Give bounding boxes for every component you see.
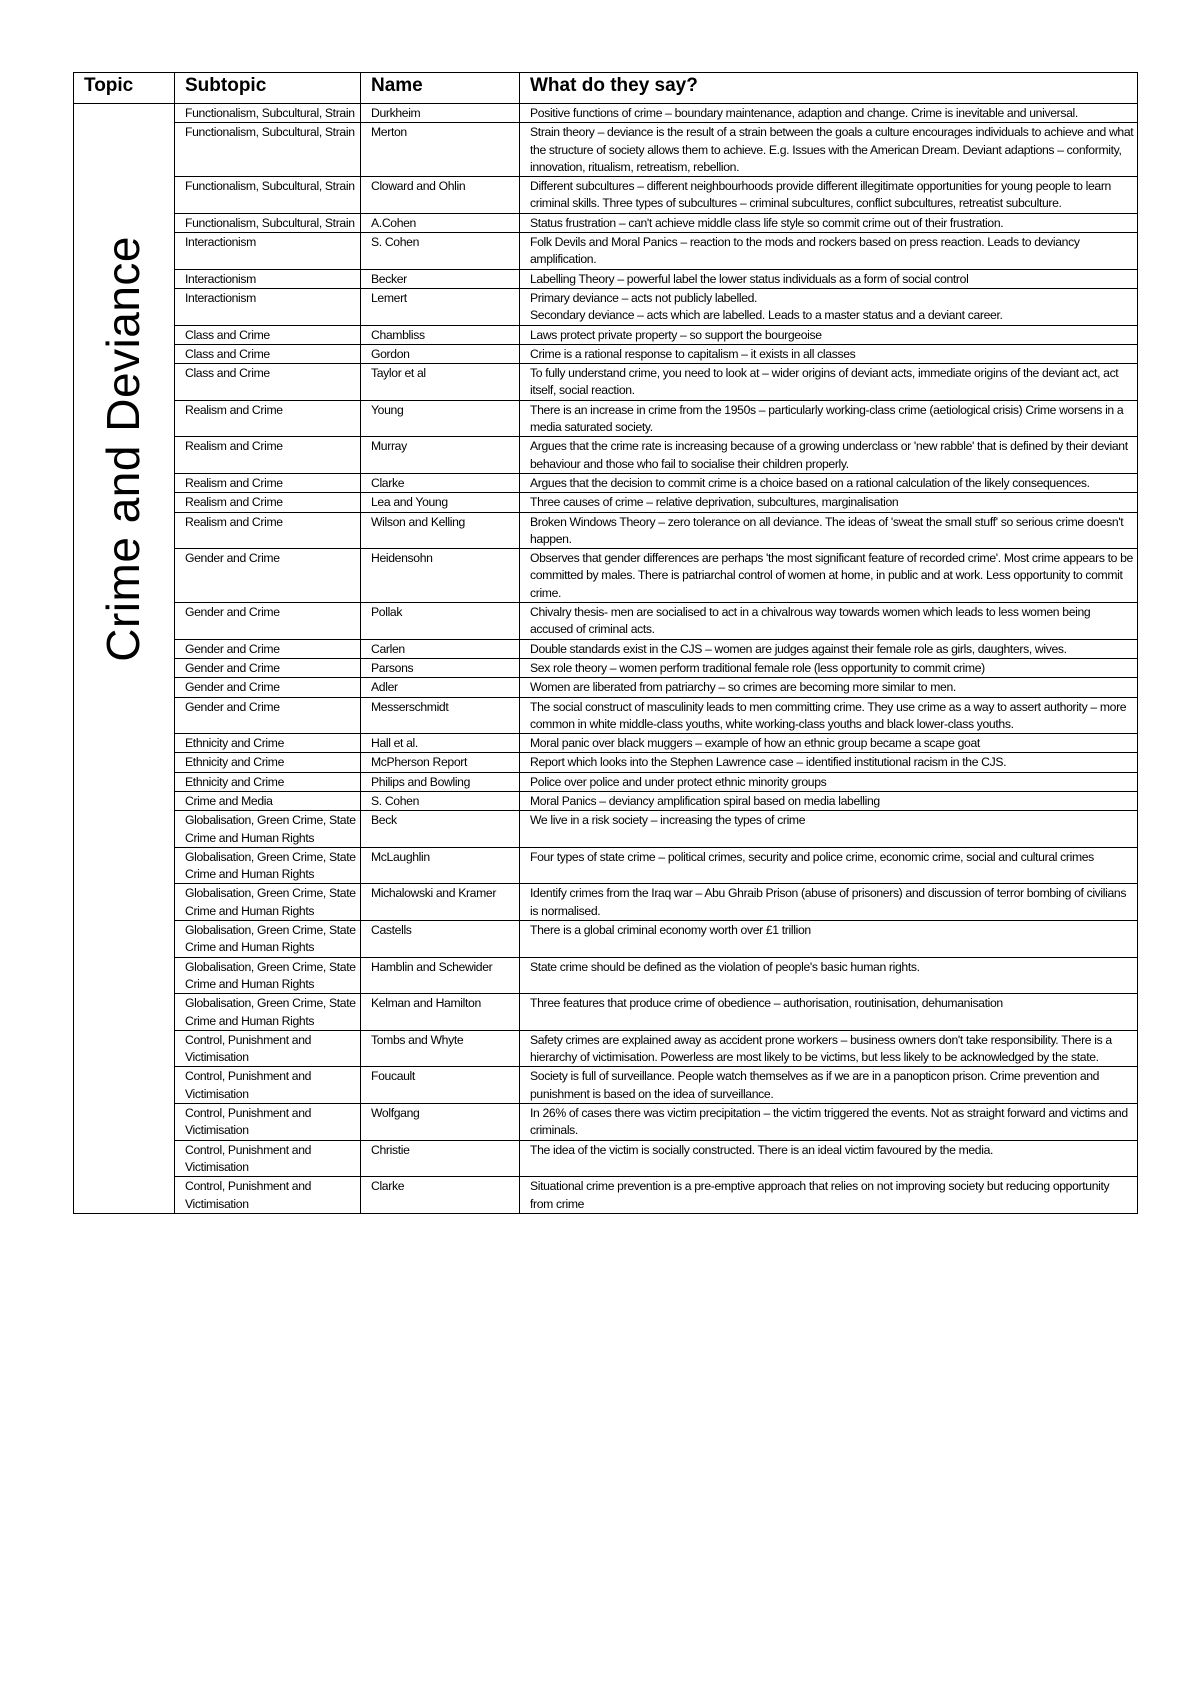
subtopic-cell: Class and Crime	[175, 364, 361, 401]
table-row	[74, 269, 1138, 288]
table-row	[74, 678, 1138, 697]
table-row	[74, 847, 1138, 884]
name-cell: Lea and Young	[361, 493, 520, 512]
subtopic-cell: Class and Crime	[175, 344, 361, 363]
name-cell: Durkheim	[361, 104, 520, 123]
says-cell: Sex role theory – women perform traditional female role (less opportunity to commit crime)	[520, 658, 1138, 677]
table-row	[74, 772, 1138, 791]
table-row	[74, 344, 1138, 363]
name-cell: Philips and Bowling	[361, 772, 520, 791]
name-cell: Beck	[361, 811, 520, 848]
subtopic-cell: Globalisation, Green Crime, State Crime and Human Rights	[175, 921, 361, 958]
subtopic-cell: Ethnicity and Crime	[175, 753, 361, 772]
table-row	[74, 734, 1138, 753]
says-cell: To fully understand crime, you need to look at – wider origins of deviant acts, immediate origins of the deviant act, act itself, social reaction.	[520, 364, 1138, 401]
says-cell: Moral panic over black muggers – example of how an ethnic group became a scape goat	[520, 734, 1138, 753]
subtopic-cell: Functionalism, Subcultural, Strain	[175, 177, 361, 214]
name-cell: Hamblin and Schewider	[361, 957, 520, 994]
subtopic-cell: Gender and Crime	[175, 639, 361, 658]
document-page	[73, 72, 1137, 1214]
subtopic-cell: Globalisation, Green Crime, State Crime and Human Rights	[175, 884, 361, 921]
subtopic-cell: Realism and Crime	[175, 473, 361, 492]
name-cell: S. Cohen	[361, 233, 520, 270]
subtopic-cell: Gender and Crime	[175, 678, 361, 697]
says-cell: The social construct of masculinity leads to men committing crime. They use crime as a way to assert authority – more common in white middle-class youths, white working-class youths and black lower-class youths.	[520, 697, 1138, 734]
name-cell: Lemert	[361, 288, 520, 325]
table-row	[74, 493, 1138, 512]
subtopic-cell: Functionalism, Subcultural, Strain	[175, 213, 361, 232]
says-cell: In 26% of cases there was victim precipitation – the victim triggered the events. Not as straight forward and victims and criminals.	[520, 1104, 1138, 1141]
says-cell: Folk Devils and Moral Panics – reaction to the mods and rockers based on press reaction. Leads to deviancy amplification.	[520, 233, 1138, 270]
says-cell: Argues that the crime rate is increasing because of a growing underclass or 'new rabble' that is defined by their deviant behaviour and those who fail to socialise their children properly.	[520, 437, 1138, 474]
name-cell: Wilson and Kelling	[361, 512, 520, 549]
name-cell: Adler	[361, 678, 520, 697]
table-row	[74, 658, 1138, 677]
table-row	[74, 921, 1138, 958]
table-row	[74, 1030, 1138, 1067]
name-cell: Carlen	[361, 639, 520, 658]
says-cell: Women are liberated from patriarchy – so crimes are becoming more similar to men.	[520, 678, 1138, 697]
name-cell: Foucault	[361, 1067, 520, 1104]
subtopic-cell: Interactionism	[175, 269, 361, 288]
says-cell: Three causes of crime – relative deprivation, subcultures, marginalisation	[520, 493, 1138, 512]
table-row	[74, 325, 1138, 344]
table-row	[74, 957, 1138, 994]
says-cell: Safety crimes are explained away as accident prone workers – business owners don't take responsibility. There is a hierarchy of victimisation. Powerless are most likely to be victims, but less likely to be acknowledged by the state.	[520, 1030, 1138, 1067]
header-subtopic: Subtopic	[175, 73, 361, 104]
says-cell: The idea of the victim is socially constructed. There is an ideal victim favoured by the media.	[520, 1140, 1138, 1177]
says-second-line: Secondary deviance – acts which are labelled. Leads to a master status and a deviant career.	[530, 308, 1003, 323]
says-cell: Four types of state crime – political crimes, security and police crime, economic crime, social and cultural crimes	[520, 847, 1138, 884]
says-cell: Chivalry thesis- men are socialised to act in a chivalrous way towards women which leads to less women being accused of criminal acts.	[520, 603, 1138, 640]
table-row	[74, 473, 1138, 492]
says-cell: Three features that produce crime of obedience – authorisation, routinisation, dehumanisation	[520, 994, 1138, 1031]
table-row	[74, 1140, 1138, 1177]
subtopic-cell: Control, Punishment and Victimisation	[175, 1104, 361, 1141]
says-cell: Strain theory – deviance is the result of a strain between the goals a culture encourages individuals to achieve and what the structure of society allows them to achieve. E.g. Issues with the American Dream. Deviant adaptions – conformity, innovation, ritualism, retreatism, rebellion.	[520, 123, 1138, 177]
table-body	[74, 104, 1138, 1214]
name-cell: Castells	[361, 921, 520, 958]
table-row	[74, 994, 1138, 1031]
table-row	[74, 697, 1138, 734]
subtopic-cell: Ethnicity and Crime	[175, 772, 361, 791]
subtopic-cell: Globalisation, Green Crime, State Crime and Human Rights	[175, 847, 361, 884]
says-cell: There is a global criminal economy worth over £1 trillion	[520, 921, 1138, 958]
says-cell: Argues that the decision to commit crime is a choice based on a rational calculation of the likely consequences.	[520, 473, 1138, 492]
name-cell: A.Cohen	[361, 213, 520, 232]
name-cell: Tombs and Whyte	[361, 1030, 520, 1067]
name-cell: Cloward and Ohlin	[361, 177, 520, 214]
subtopic-cell: Control, Punishment and Victimisation	[175, 1067, 361, 1104]
name-cell: Heidensohn	[361, 549, 520, 603]
name-cell: Christie	[361, 1140, 520, 1177]
name-cell: Hall et al.	[361, 734, 520, 753]
subtopic-cell: Functionalism, Subcultural, Strain	[175, 123, 361, 177]
says-cell: Police over police and under protect ethnic minority groups	[520, 772, 1138, 791]
header-name: Name	[361, 73, 520, 104]
subtopic-cell: Realism and Crime	[175, 437, 361, 474]
says-cell: Laws protect private property – so support the bourgeoise	[520, 325, 1138, 344]
says-cell: Identify crimes from the Iraq war – Abu Ghraib Prison (abuse of prisoners) and discussion of terror bombing of civilians is normalised.	[520, 884, 1138, 921]
name-cell: Parsons	[361, 658, 520, 677]
subtopic-cell: Gender and Crime	[175, 603, 361, 640]
name-cell: McPherson Report	[361, 753, 520, 772]
subtopic-cell: Functionalism, Subcultural, Strain	[175, 104, 361, 123]
table-row	[74, 104, 1138, 123]
subtopic-cell: Realism and Crime	[175, 512, 361, 549]
table-row	[74, 549, 1138, 603]
name-cell: S. Cohen	[361, 791, 520, 810]
says-cell: There is an increase in crime from the 1950s – particularly working-class crime (aetiological crisis) Crime worsens in a media saturated society.	[520, 400, 1138, 437]
name-cell: Kelman and Hamilton	[361, 994, 520, 1031]
table-row	[74, 1177, 1138, 1214]
header-what-do-they-say: What do they say?	[520, 73, 1138, 104]
table-row	[74, 603, 1138, 640]
topic-label: Crime and Deviance	[97, 236, 150, 662]
table-row	[74, 811, 1138, 848]
says-cell: Primary deviance – acts not publicly labelled. Secondary deviance – acts which are labelled. Leads to a master status and a deviant career.	[520, 288, 1138, 325]
table-row	[74, 177, 1138, 214]
table-row	[74, 753, 1138, 772]
subtopic-cell: Gender and Crime	[175, 697, 361, 734]
subtopic-cell: Globalisation, Green Crime, State Crime and Human Rights	[175, 811, 361, 848]
name-cell: Becker	[361, 269, 520, 288]
says-cell: Double standards exist in the CJS – women are judges against their female role as girls, daughters, wives.	[520, 639, 1138, 658]
name-cell: Chambliss	[361, 325, 520, 344]
says-cell: Observes that gender differences are perhaps 'the most significant feature of recorded crime'. Most crime appears to be committed by males. There is patriarchal control of women at home, in public and at work. Less opportunity to commit crime.	[520, 549, 1138, 603]
name-cell: McLaughlin	[361, 847, 520, 884]
says-cell: Crime is a rational response to capitalism – it exists in all classes	[520, 344, 1138, 363]
subtopic-cell: Control, Punishment and Victimisation	[175, 1140, 361, 1177]
subtopic-cell: Globalisation, Green Crime, State Crime and Human Rights	[175, 994, 361, 1031]
subtopic-cell: Class and Crime	[175, 325, 361, 344]
header-row	[74, 73, 1138, 104]
says-cell: We live in a risk society – increasing the types of crime	[520, 811, 1138, 848]
table-row	[74, 639, 1138, 658]
name-cell: Merton	[361, 123, 520, 177]
subtopic-cell: Interactionism	[175, 233, 361, 270]
name-cell: Clarke	[361, 1177, 520, 1214]
header-topic: Topic	[74, 73, 175, 104]
name-cell: Pollak	[361, 603, 520, 640]
subtopic-cell: Realism and Crime	[175, 400, 361, 437]
subtopic-cell: Control, Punishment and Victimisation	[175, 1030, 361, 1067]
table-row	[74, 400, 1138, 437]
subtopic-cell: Gender and Crime	[175, 549, 361, 603]
table-row	[74, 233, 1138, 270]
says-cell: Different subcultures – different neighbourhoods provide different illegitimate opportunities for young people to learn criminal skills. Three types of subcultures – criminal subcultures, conflict subcultures, retreatist subculture.	[520, 177, 1138, 214]
subtopic-cell: Ethnicity and Crime	[175, 734, 361, 753]
table-row	[74, 123, 1138, 177]
says-cell: Society is full of surveillance. People watch themselves as if we are in a panopticon prison. Crime prevention and punishment is based on the idea of surveillance.	[520, 1067, 1138, 1104]
topic-cell	[74, 104, 175, 1214]
table-row	[74, 437, 1138, 474]
subtopic-cell: Control, Punishment and Victimisation	[175, 1177, 361, 1214]
table-row	[74, 1104, 1138, 1141]
name-cell: Murray	[361, 437, 520, 474]
table-row	[74, 791, 1138, 810]
table-row	[74, 884, 1138, 921]
crime-deviance-table	[73, 72, 1138, 1214]
name-cell: Messerschmidt	[361, 697, 520, 734]
says-cell: Status frustration – can't achieve middle class life style so commit crime out of their frustration.	[520, 213, 1138, 232]
says-cell: Positive functions of crime – boundary maintenance, adaption and change. Crime is inevitable and universal.	[520, 104, 1138, 123]
says-cell: Labelling Theory – powerful label the lower status individuals as a form of social control	[520, 269, 1138, 288]
subtopic-cell: Realism and Crime	[175, 493, 361, 512]
subtopic-cell: Gender and Crime	[175, 658, 361, 677]
name-cell: Young	[361, 400, 520, 437]
subtopic-cell: Crime and Media	[175, 791, 361, 810]
subtopic-cell: Globalisation, Green Crime, State Crime and Human Rights	[175, 957, 361, 994]
subtopic-cell: Interactionism	[175, 288, 361, 325]
says-cell: Situational crime prevention is a pre-emptive approach that relies on not improving society but reducing opportunity from crime	[520, 1177, 1138, 1214]
says-cell: Report which looks into the Stephen Lawrence case – identified institutional racism in the CJS.	[520, 753, 1138, 772]
name-cell: Taylor et al	[361, 364, 520, 401]
name-cell: Wolfgang	[361, 1104, 520, 1141]
table-row	[74, 512, 1138, 549]
name-cell: Gordon	[361, 344, 520, 363]
name-cell: Clarke	[361, 473, 520, 492]
table-row	[74, 213, 1138, 232]
says-cell: Broken Windows Theory – zero tolerance on all deviance. The ideas of 'sweat the small stuff' so serious crime doesn't happen.	[520, 512, 1138, 549]
table-row	[74, 1067, 1138, 1104]
table-row	[74, 288, 1138, 325]
table-row	[74, 364, 1138, 401]
says-cell: Moral Panics – deviancy amplification spiral based on media labelling	[520, 791, 1138, 810]
name-cell: Michalowski and Kramer	[361, 884, 520, 921]
says-cell: State crime should be defined as the violation of people's basic human rights.	[520, 957, 1138, 994]
